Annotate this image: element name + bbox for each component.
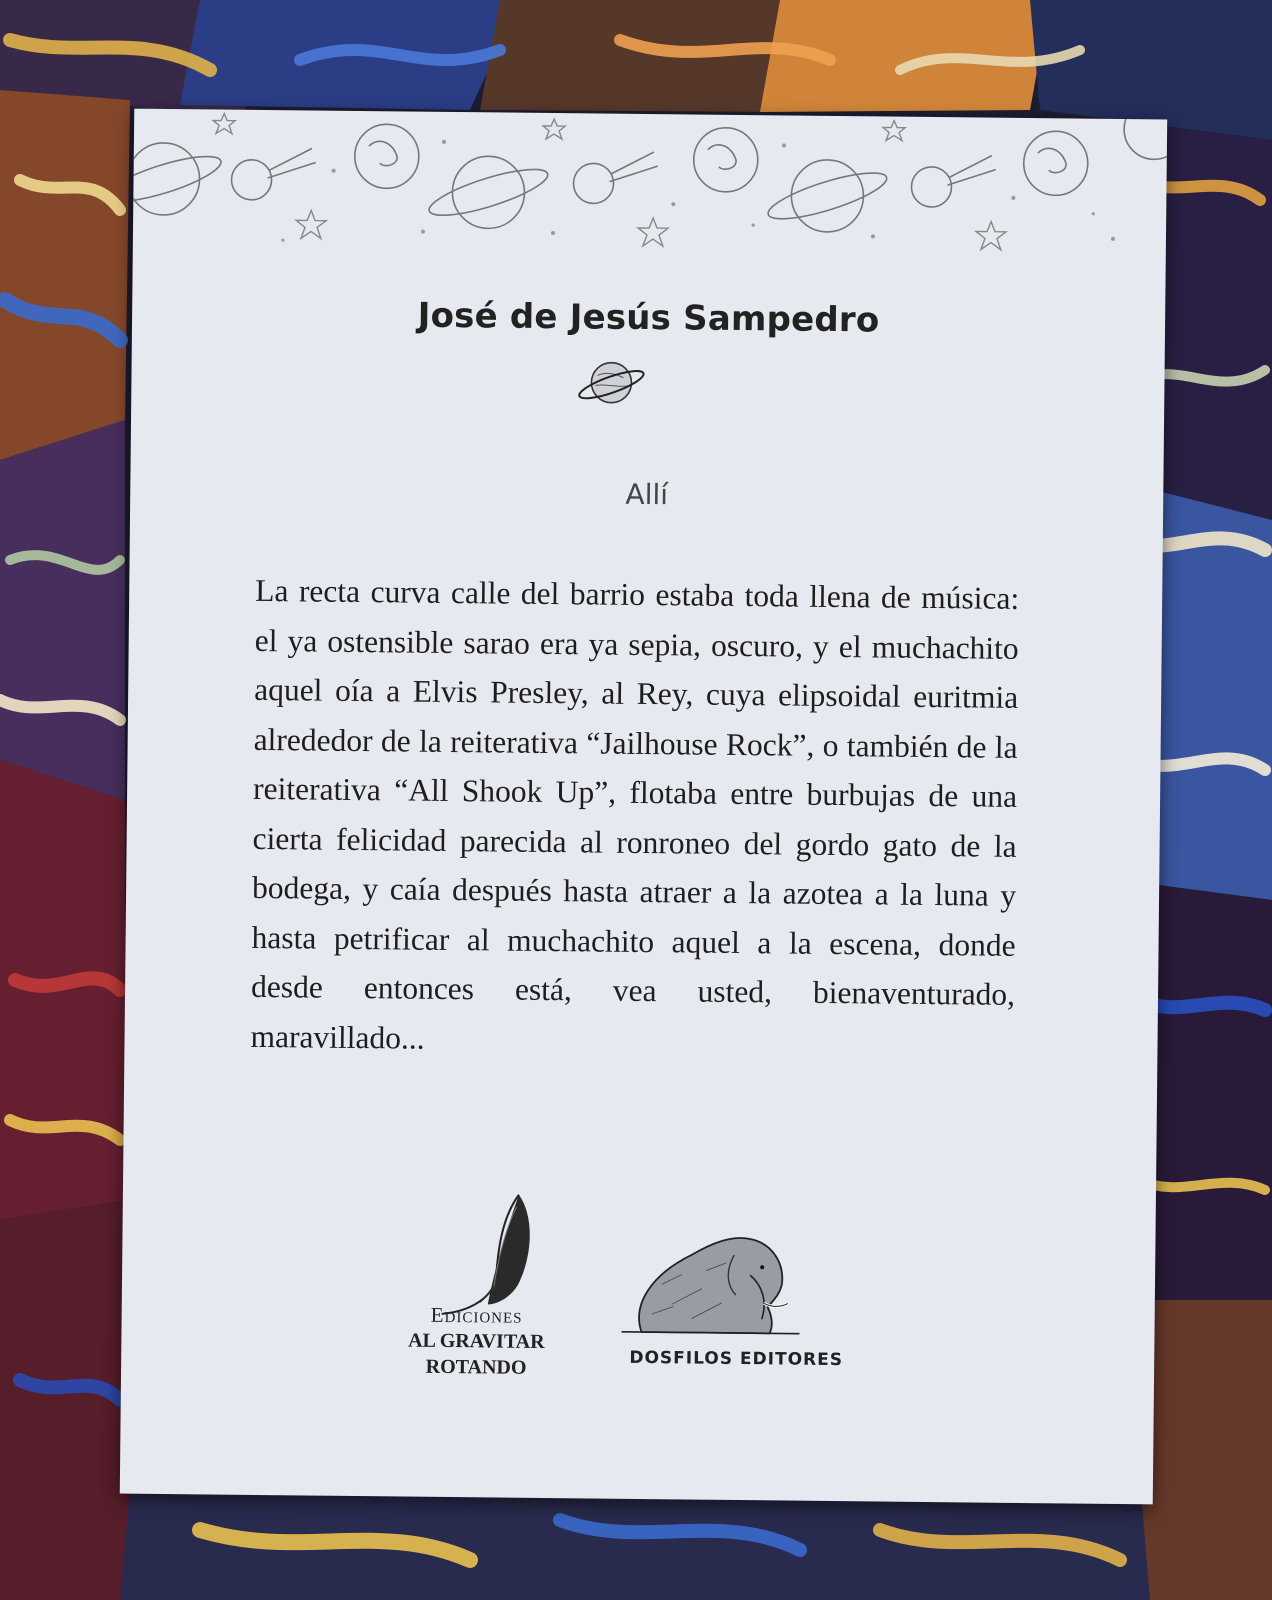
publisher-left-line1: Ediciones <box>430 1302 523 1328</box>
poem-card <box>120 109 1167 1505</box>
planet-icon <box>575 351 648 414</box>
publisher-ediciones-al-gravitar-rotando <box>376 1301 577 1381</box>
publisher-dosfilos-editores: DOSFILOS EDITORES <box>629 1347 844 1371</box>
poem-title: Allí <box>625 477 669 512</box>
poem-body: La recta curva calle del barrio estaba toda llena de música: el ya ostensible sarao era ya sepia, oscuro, y el muchachito aquel oía a Elvis Presley, al Rey, cuya elipsoidal euritmia alrededor de la reiterativa “Jailhouse Rock”, o también de la reiterativa “All Shook Up”, flotaba entre burbujas de una cierta felicidad parecida al ronroneo del gordo gato de la bodega, y caía después hasta atraer a la azotea a la luna y hasta petrificar al muchachito aquel a la escena, donde desde entonces está, vea usted, bienaventurado, maravillado... <box>250 572 1020 1056</box>
elephant-icon <box>621 1214 802 1341</box>
publisher-left-line3: ROTANDO <box>425 1355 527 1379</box>
space-pattern-border <box>132 109 1167 290</box>
author-name: José de Jesús Sampedro <box>417 295 880 341</box>
publisher-left-line2: AL GRAVITAR <box>408 1329 545 1353</box>
